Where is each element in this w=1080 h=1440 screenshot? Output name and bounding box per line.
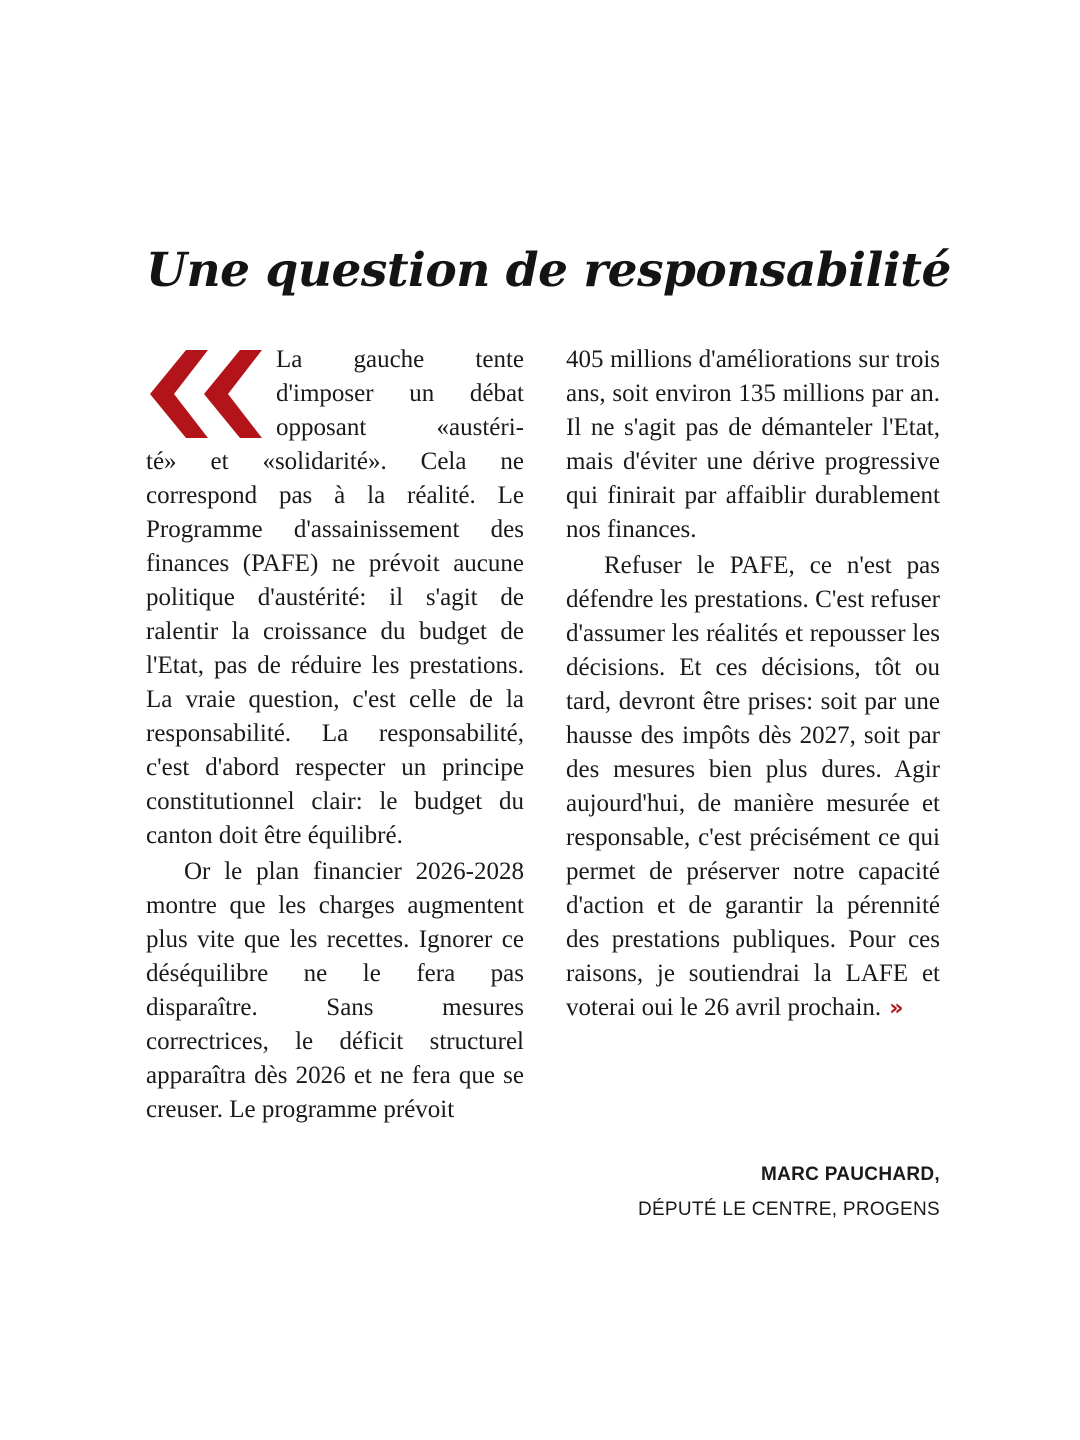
author-role: DÉPUTÉ LE CENTRE, PROGENS [637,1199,940,1220]
author-name: MARC PAUCHARD, [760,1164,940,1185]
paragraph-3 [566,549,940,1026]
lead-line: La gauche tente [276,346,524,373]
paragraph-2-start: Or le plan financier 2026-2028 montre que les charges augmentent plus vite que les recettes. Ignorer ce déséquilibre ne le fera pas disparaître. Sans mesures correctrices, le déficit structurel apparaîtra dès 2026 et ne fera que se creuser. Le programme prévoit [146,858,524,1123]
paragraph-3-text: Refuser le PAFE, ce n'est pas défendre les prestations. C'est refuser d'assumer les réalités et repousser les décisions. Et ces décisions, tôt ou tard, devront être prises: soit par une hausse des impôts dès 2027, soit par des mesures bien plus dures. Agir aujourd'hui, de manière mesurée et responsable, c'est précisément ce qui permet de préserver notre capacité d'action et de garantir la pérennité des prestations publiques. Pour ces raisons, je soutiendrai la LAFE et voterai oui le 26 avril prochain. [566,552,940,1021]
article-title: Une question de responsabilité [146,243,951,298]
article-column-right [566,343,940,1026]
paragraph-1: té» et «solidarité». Cela ne correspond pas à la réalité. Le Programme d'assainissement des finances (PAFE) ne prévoit aucune politique d'austérité: il s'agit de ralentir la croissance du budget de l'Etat, pas de réduire les prestations. La vraie question, c'est celle de la responsabilité. La responsabilité, c'est d'abord respecter un principe constitutionnel clair: le budget du canton doit être équilibré. [146,448,524,849]
article-column-left [146,343,524,1127]
lead-line: d'imposer un débat [276,380,524,407]
author-signature [638,1160,940,1230]
lead-block [146,343,524,445]
paragraph-2-full [0,0,1,1]
lead-line: opposant «austéri- [276,414,524,441]
paragraph-2-end: 405 millions d'améliorations sur trois ans, soit environ 135 millions par an. Il ne s'agit pas de démanteler l'Etat, mais d'éviter une dérive progressive qui finirait par affaiblir durablement nos finances. [566,346,940,543]
end-mark-icon: » [889,996,904,1021]
